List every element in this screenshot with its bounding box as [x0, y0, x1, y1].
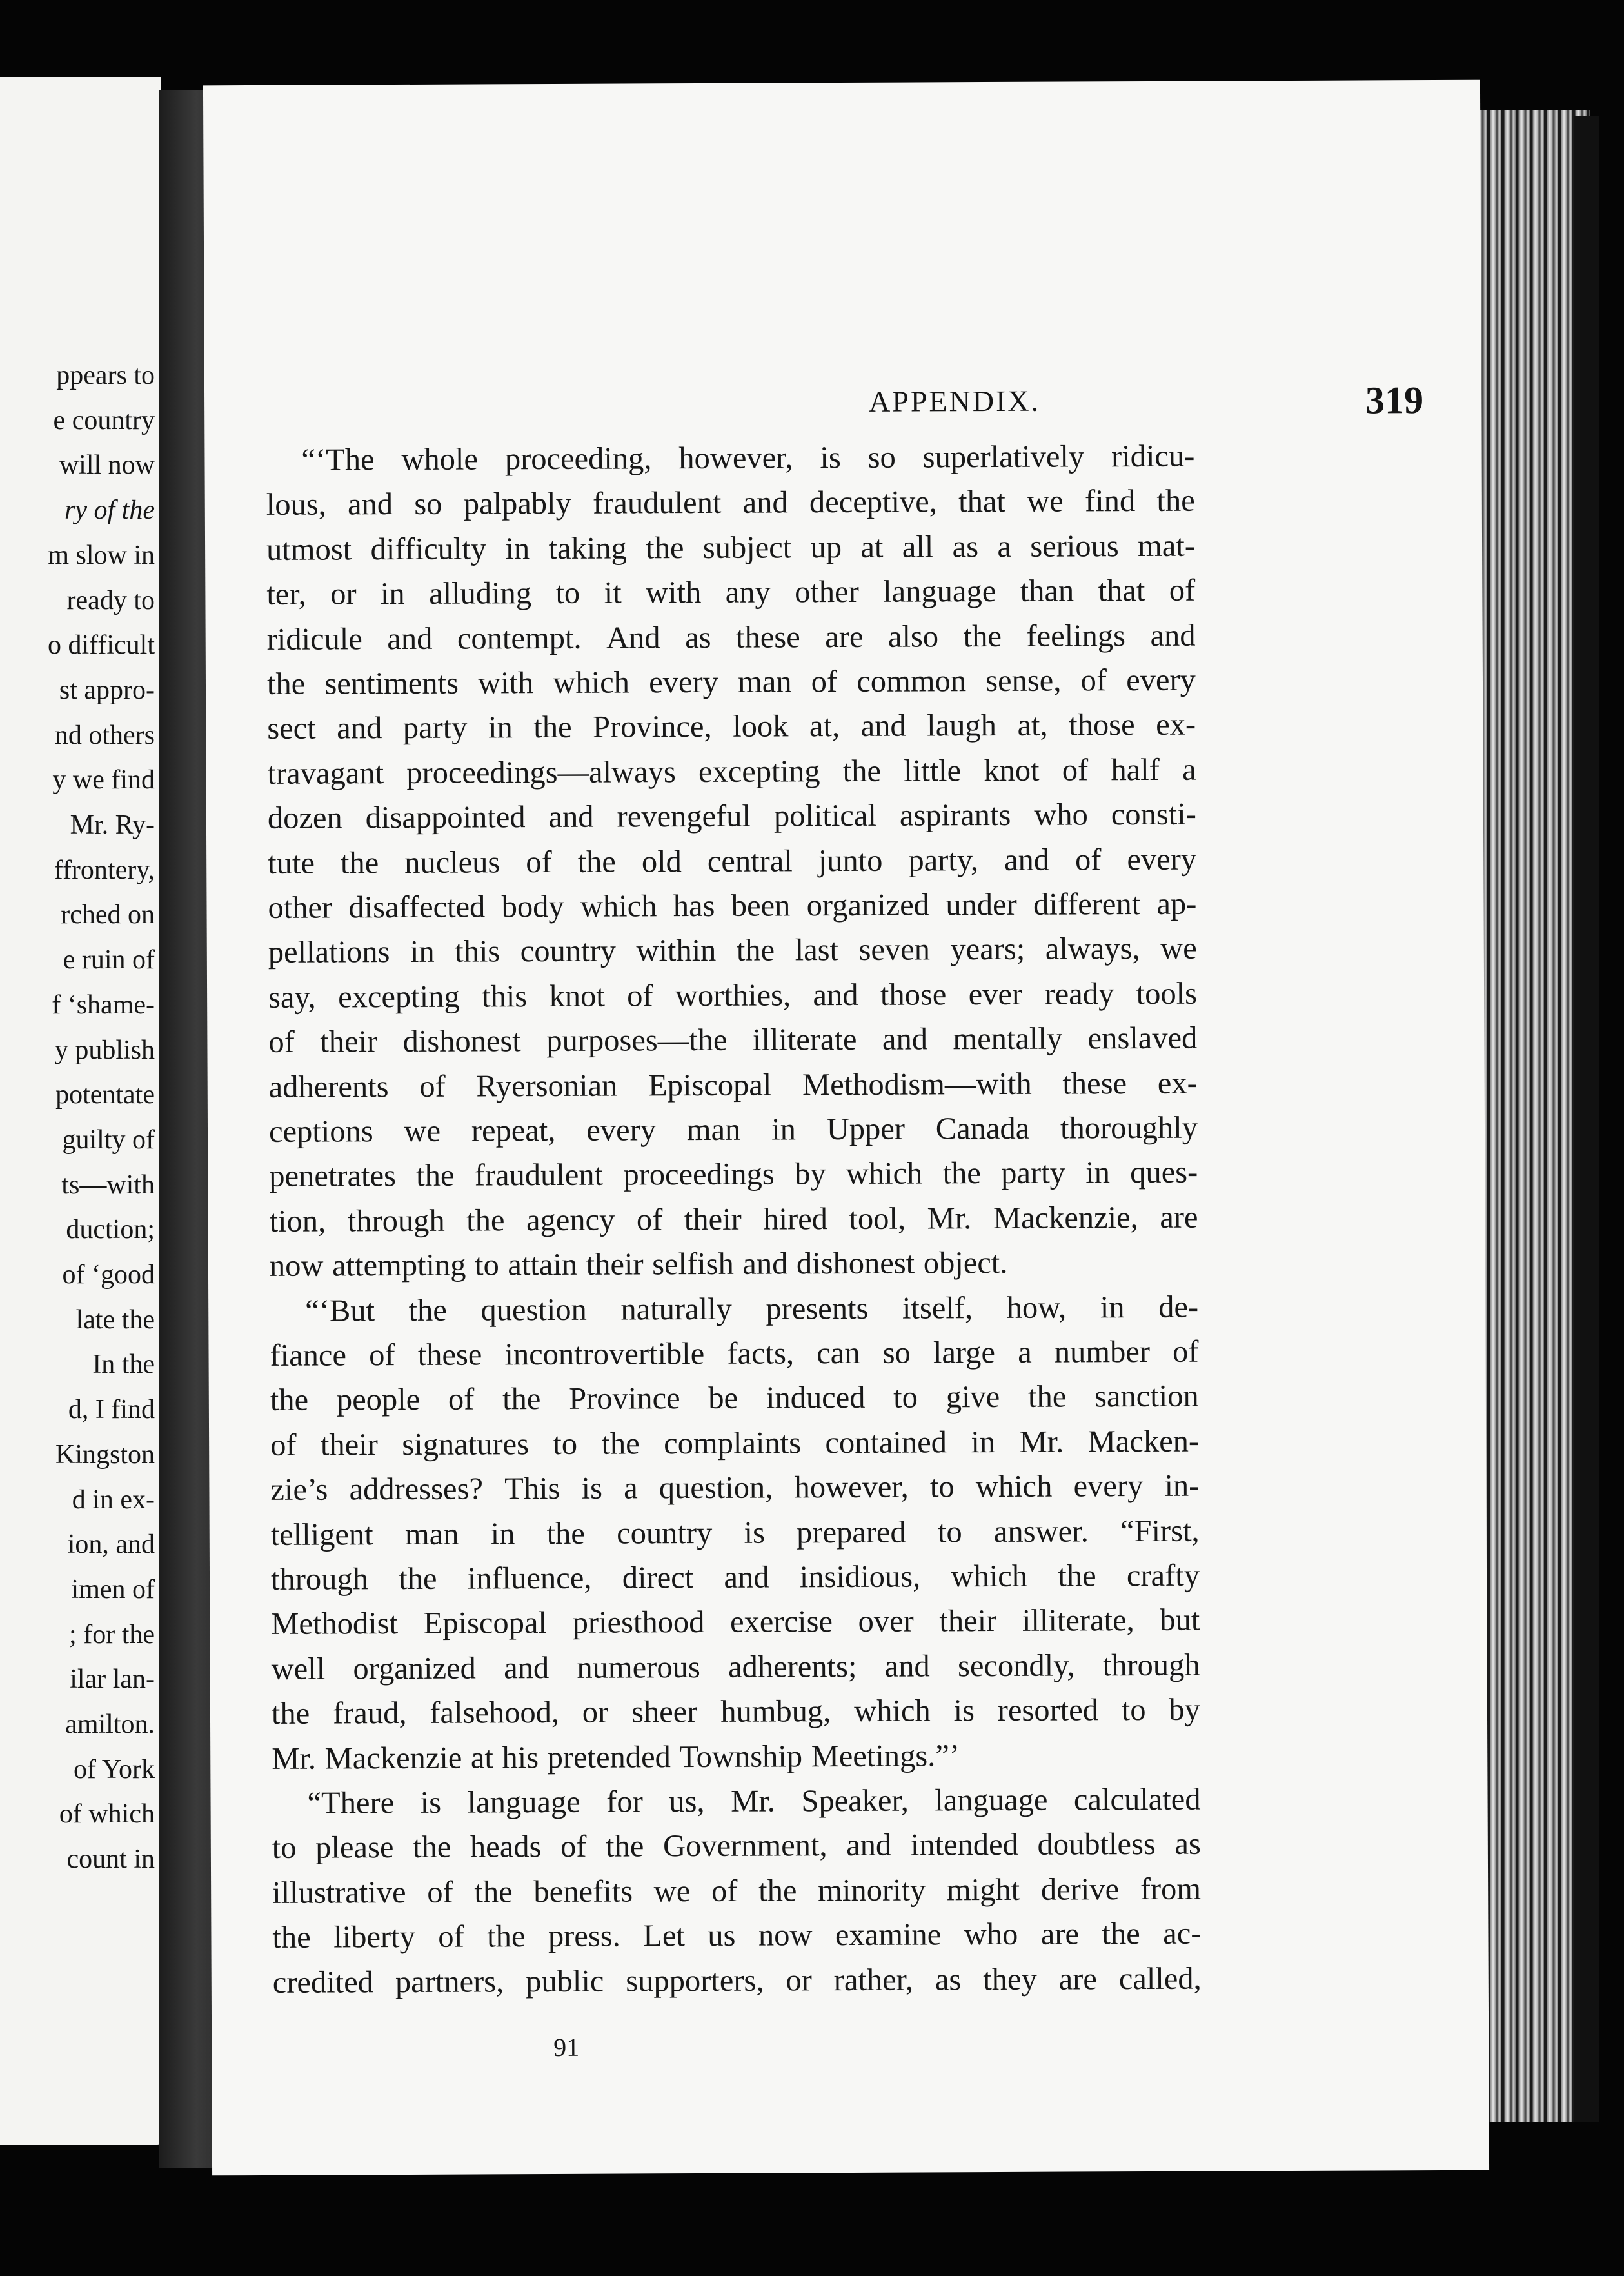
facing-page-line: duction;	[66, 1215, 155, 1245]
body-line: well organized and numerous adherents; and secondly, through	[271, 1648, 1200, 1686]
facing-page-line: y publish	[54, 1035, 155, 1065]
body-line: the sentiments with which every man of common sense, of every	[266, 663, 1196, 701]
facing-page-line: potentate	[55, 1080, 155, 1110]
facing-page-line: e country	[53, 405, 155, 435]
signature-mark: 91	[553, 2032, 580, 2062]
body-line: of their signatures to the complaints contained in Mr. Macken-	[270, 1424, 1200, 1462]
facing-page-line: guilty of	[62, 1124, 155, 1155]
body-line: of their dishonest purposes—the illiterate and mentally enslaved	[268, 1021, 1198, 1060]
body-line: ceptions we repeat, every man in Upper Canada thoroughly	[268, 1110, 1198, 1149]
body-line: adherents of Ryersonian Episcopal Methodism—with these ex-	[268, 1066, 1198, 1104]
facing-page-line: nd others	[54, 720, 155, 750]
body-line: Methodist Episcopal priesthood exercise over their illiterate, but	[271, 1603, 1200, 1642]
body-line: telligent man in the country is prepared to answer. “First,	[270, 1513, 1200, 1552]
body-line: illustrative of the benefits we of the minority might derive from	[272, 1872, 1202, 1910]
body-line: travagant proceedings—always excepting the little knot of half a	[267, 752, 1196, 791]
facing-page-line: ilar lan-	[70, 1664, 155, 1695]
page-number: 319	[1365, 379, 1424, 422]
facing-page-line: Kingston	[55, 1439, 155, 1470]
body-line: the liberty of the press. Let us now examine who are the ac-	[272, 1916, 1202, 1955]
running-head: APPENDIX.	[868, 384, 1041, 418]
body-line: tion, through the agency of their hired tool, Mr. Mackenzie, are	[269, 1200, 1198, 1239]
facing-page-line: ion, and	[67, 1530, 155, 1560]
facing-page-line: st appro-	[59, 675, 155, 705]
facing-page-line: d, I find	[68, 1395, 155, 1425]
facing-page-line: will now	[59, 450, 155, 481]
body-line: sect and party in the Province, look at, and laugh at, those ex-	[267, 708, 1196, 746]
body-line: tute the nucleus of the old central junto party, and of every	[268, 842, 1197, 881]
facing-page-line: of which	[59, 1799, 155, 1830]
body-line: fiance of these incontrovertible facts, can so large a number of	[270, 1334, 1199, 1373]
body-line: credited partners, public supporters, or rather, as they are called,	[272, 1961, 1202, 2000]
facing-page-line: of ‘good	[62, 1260, 155, 1290]
body-line: penetrates the fraudulent proceedings by which the party in ques-	[269, 1155, 1198, 1194]
facing-page-line: y we find	[52, 765, 155, 795]
body-line: to please the heads of the Government, and intended doubtless as	[272, 1827, 1201, 1866]
facing-page-line: imen of	[71, 1574, 155, 1604]
body-line: pellations in this country within the last seven years; always, we	[268, 932, 1197, 970]
facing-page-line: d in ex-	[72, 1484, 155, 1515]
facing-page-line: ry of the	[64, 495, 155, 526]
facing-page-line: count in	[66, 1844, 155, 1875]
body-text	[266, 437, 1202, 2015]
facing-page-line: ffrontery,	[54, 855, 155, 885]
body-line: zie’s addresses? This is a question, however, to which every in-	[270, 1468, 1200, 1508]
facing-page-line: of York	[73, 1754, 155, 1784]
body-line: ter, or in alluding to it with any other language than that of	[266, 573, 1196, 612]
facing-page	[0, 77, 161, 2145]
facing-page-line: In the	[92, 1350, 155, 1380]
body-line: lous, and so palpably fraudulent and deceptive, that we find the	[266, 484, 1195, 523]
book-page	[203, 80, 1489, 2176]
facing-page-line: e ruin of	[63, 945, 155, 975]
body-line: Mr. Mackenzie at his pretended Township Meetings.”’	[272, 1738, 960, 1776]
facing-page-line: Mr. Ry-	[70, 810, 155, 840]
facing-page-line: late the	[75, 1304, 155, 1335]
facing-page-line: amilton.	[65, 1710, 155, 1739]
body-line: ridicule and contempt. And as these are also the feelings and	[266, 618, 1196, 657]
body-line: the people of the Province be induced to give the sanction	[270, 1379, 1199, 1418]
body-line: say, excepting this knot of worthies, and those ever ready tools	[268, 976, 1198, 1015]
body-line: utmost difficulty in taking the subject up at all as a serious mat-	[266, 528, 1196, 567]
body-line: now attempting to attain their selfish and dishonest object.	[269, 1246, 1008, 1284]
facing-page-line: ts—with	[61, 1170, 155, 1200]
book-edge-shadow	[1574, 116, 1599, 2122]
facing-page-line: ppears to	[56, 361, 155, 390]
body-line: through the influence, direct and insidious, which the crafty	[270, 1558, 1200, 1597]
body-line: “‘The whole proceeding, however, is so superlatively ridicu-	[301, 439, 1195, 477]
facing-page-line: ; for the	[69, 1619, 155, 1650]
facing-page-line: m slow in	[48, 540, 155, 570]
body-line: the fraud, falsehood, or sheer humbug, which is resorted to by	[271, 1692, 1200, 1732]
facing-page-line: ready to	[66, 585, 155, 615]
body-line: dozen disappointed and revengeful political aspirants who consti-	[267, 797, 1196, 836]
facing-page-line: rched on	[61, 900, 155, 930]
body-line: other disaffected body which has been organized under different ap-	[268, 886, 1197, 925]
body-line: “There is language for us, Mr. Speaker, language calculated	[307, 1782, 1201, 1821]
body-line: “‘But the question naturally presents itself, how, in de-	[305, 1290, 1199, 1328]
facing-page-line: f ‘shame-	[52, 990, 155, 1020]
facing-page-line: o difficult	[47, 630, 155, 661]
